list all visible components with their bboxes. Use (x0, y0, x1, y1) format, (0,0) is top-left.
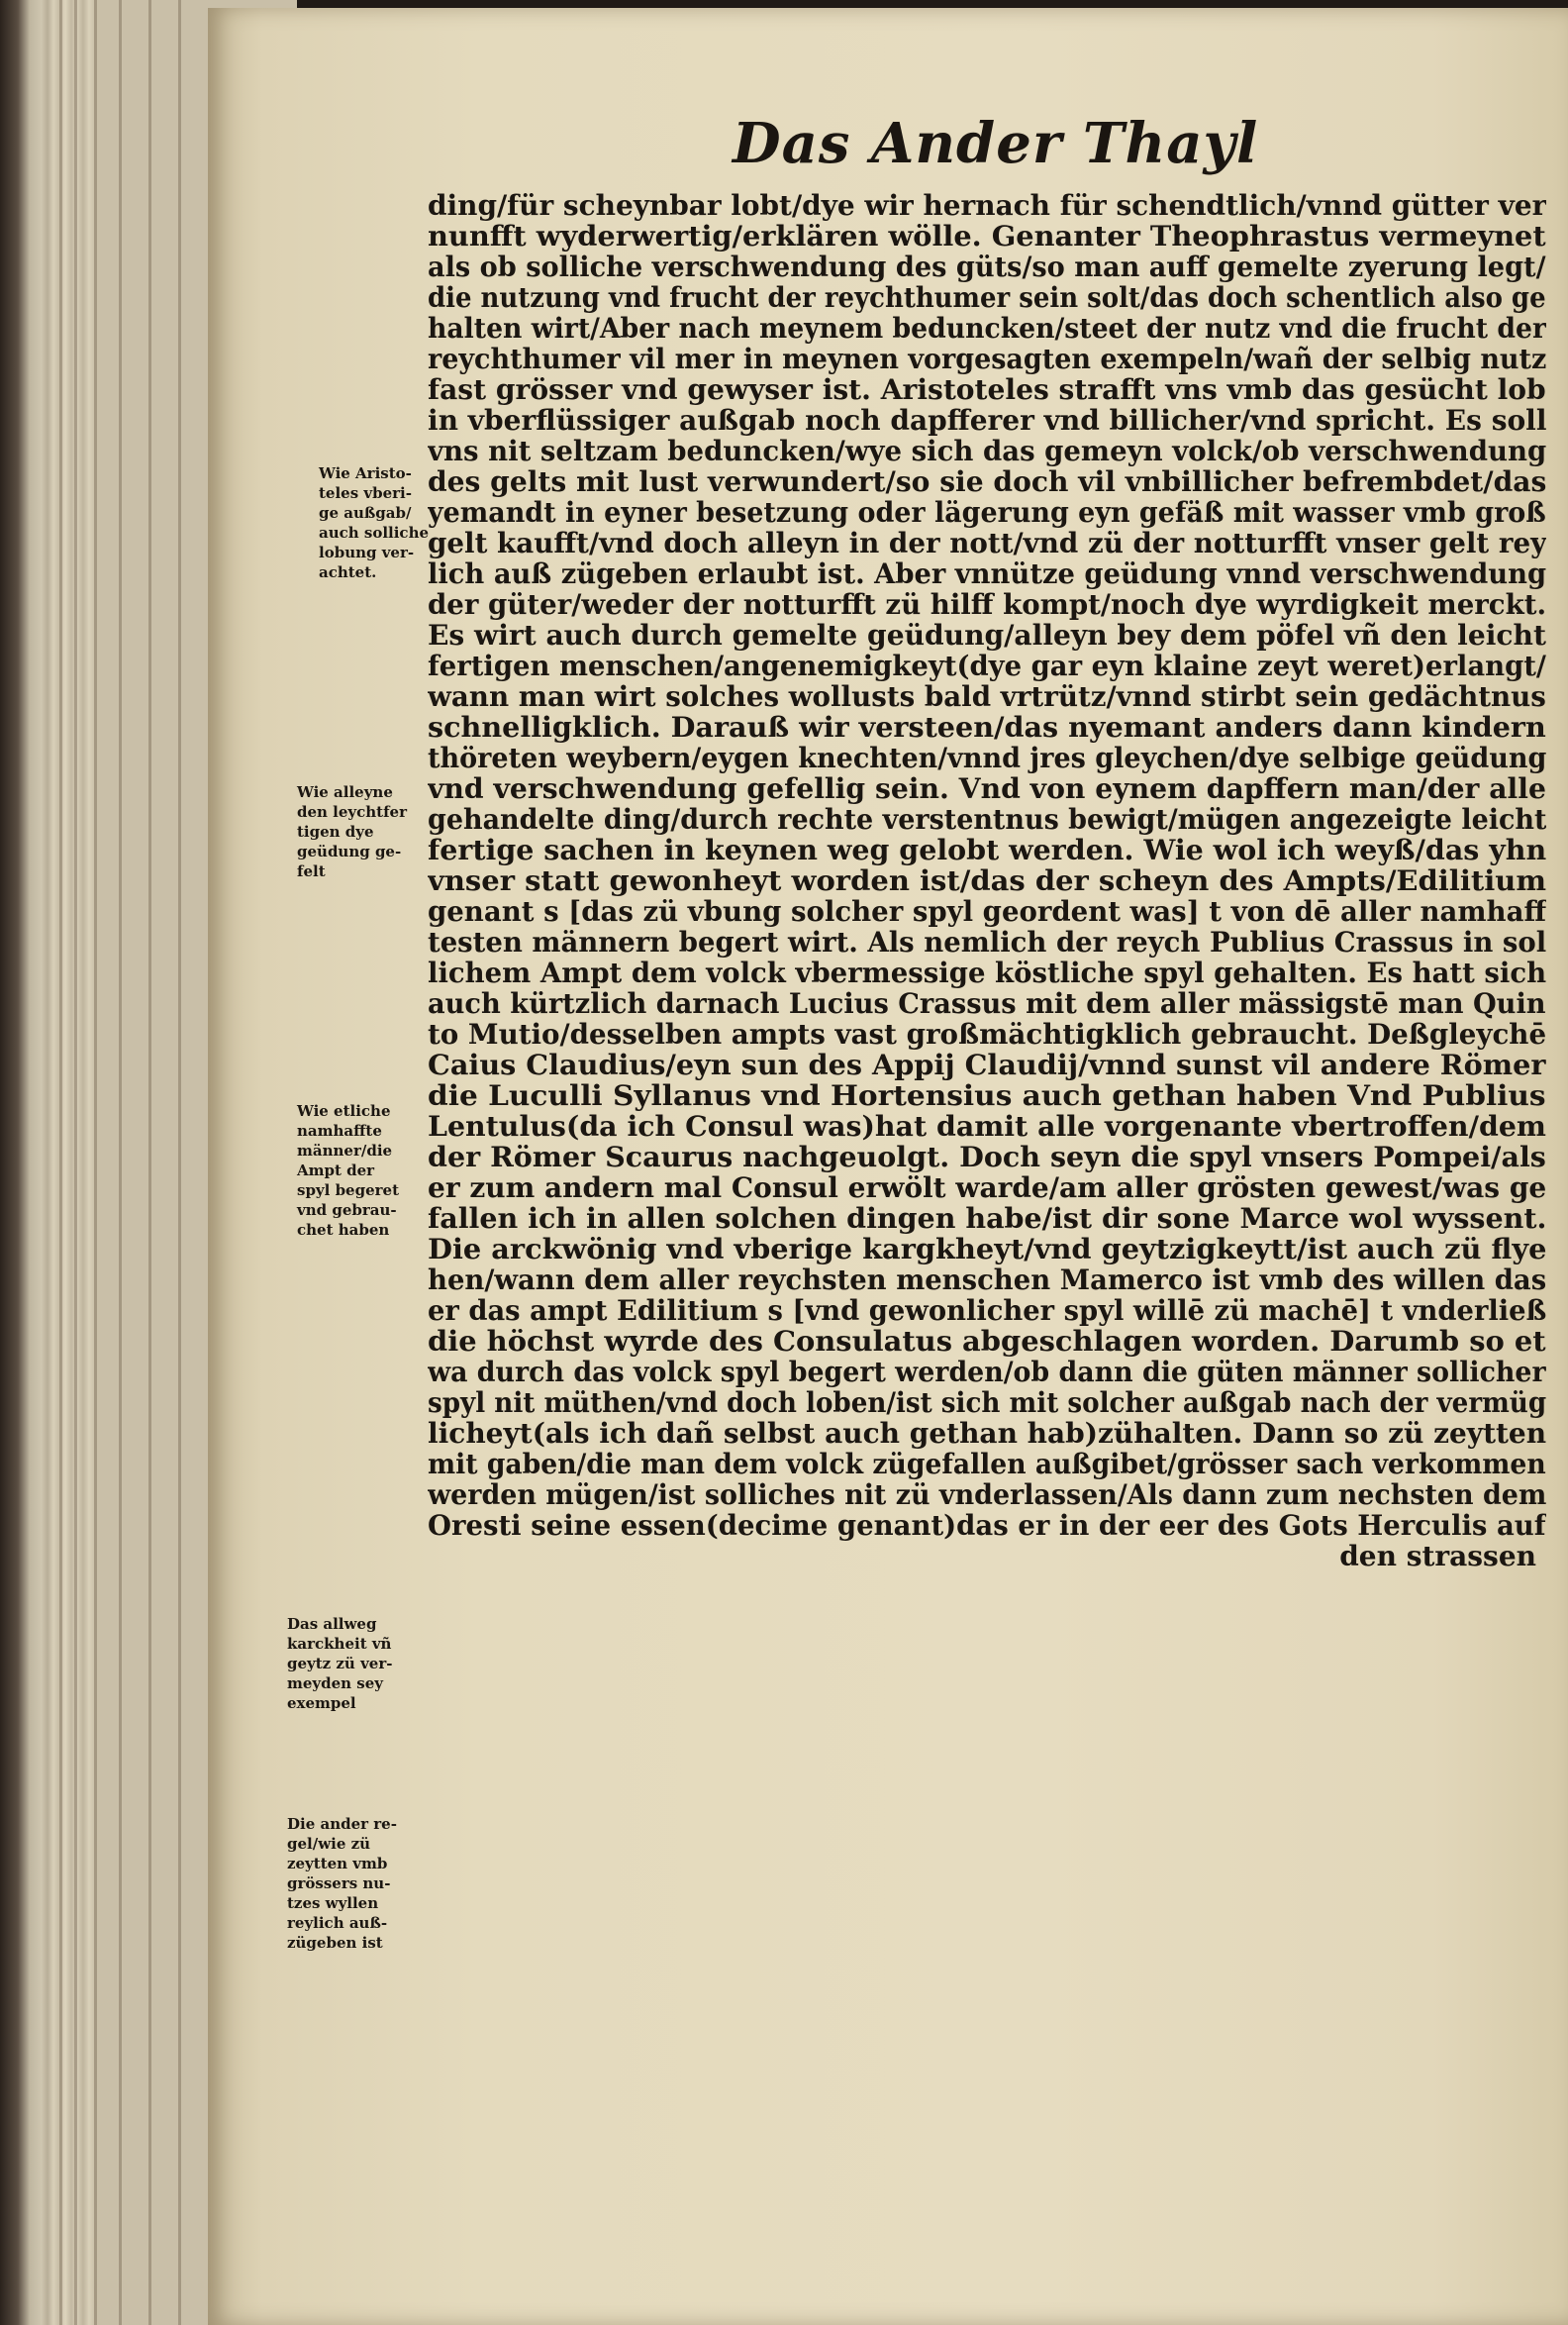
text-line: fertigen menschen/angenemigkeyt(dye gar eyn klaine zeyt weret)erlangt/ (428, 651, 1546, 681)
text-line: yemandt in eyner besetzung oder lägerung eyn gefäß mit wasser vmb groß (428, 497, 1546, 528)
margin-note-line: felt (297, 862, 326, 880)
text-line: Oresti seine essen(decime genant)das er in der eer des Gots Herculis auf (428, 1510, 1546, 1541)
margin-note-line: Die ander re- (287, 1815, 397, 1833)
text-line: die nutzung vnd frucht der reychthumer sein solt/das doch schentlich also ge (428, 282, 1546, 313)
text-line: gelt kaufft/vnd doch alleyn in der nott/vnd zü der notturfft vnser gelt rey (428, 528, 1546, 558)
text-line: fallen ich in allen solchen dingen habe/ist dir sone Marce wol wyssent. (428, 1203, 1546, 1234)
text-line: to Mutio/desselben ampts vast großmächtigklich gebraucht. Deßgleychē (428, 1019, 1546, 1050)
margin-note-line: karckheit vñ (287, 1635, 392, 1653)
margin-note-line: Wie alleyne (297, 783, 393, 801)
text-line: der Römer Scaurus nachgeuolgt. Doch seyn die spyl vnsers Pompei/als (428, 1142, 1546, 1172)
text-line: reychthumer vil mer in meynen vorgesagten exempeln/wañ der selbig nutz (428, 344, 1546, 374)
margin-note (319, 463, 467, 582)
margin-note-line: zügeben ist (287, 1934, 383, 1952)
text-line: vns nit seltzam beduncken/wye sich das gemeyn volck/ob verschwendung (428, 436, 1546, 466)
text-line: des gelts mit lust verwundert/so sie doch vil vnbillicher befrembdet/das (428, 466, 1546, 497)
margin-note-line: grössers nu- (287, 1874, 391, 1892)
text-line: genant s [das zü vbung solcher spyl geordent was] t von dē aller namhaff (428, 896, 1546, 927)
page-edge (148, 0, 151, 2325)
text-line: er das ampt Edilitium s [vnd gewonlicher spyl willē zü machē] t vnderließ (428, 1295, 1546, 1326)
running-header: Das Ander Thayl (733, 111, 1259, 176)
margin-note-line: Das allweg (287, 1615, 377, 1633)
text-line: halten wirt/Aber nach meynem beduncken/steet der nutz vnd die frucht der (428, 313, 1546, 344)
margin-note-line: tigen dye (297, 823, 374, 841)
text-line: Es wirt auch durch gemelte geüdung/alleyn bey dem pöfel vñ den leicht (428, 620, 1546, 651)
margin-note-line: chet haben (297, 1221, 390, 1239)
page-edge (59, 0, 62, 2325)
margin-note-line: geytz zü ver- (287, 1655, 393, 1672)
text-line: nunfft wyderwertig/erklären wölle. Genanter Theophrastus vermeynet (428, 221, 1546, 252)
text-line: fast grösser vnd gewyser ist. Aristoteles strafft vns vmb das gesücht lob (428, 374, 1546, 405)
text-line: licheyt(als ich dañ selbst auch gethan hab)zühalten. Dann so zü zeytten (428, 1418, 1546, 1449)
margin-note-line: achtet. (319, 563, 377, 581)
page-edge (119, 0, 122, 2325)
text-line: Die arckwönig vnd vberige kargkheyt/vnd geytzigkeytt/ist auch zü flye (428, 1234, 1546, 1264)
margin-note-line: spyl begeret (297, 1181, 400, 1199)
margin-note-line: den leychtfer (297, 803, 407, 821)
margin-note (297, 1101, 445, 1240)
margin-note-line: Wie etliche (297, 1102, 391, 1120)
text-line: auch kürtzlich darnach Lucius Crassus mit dem aller mässigstē man Quin (428, 988, 1546, 1019)
margin-note-line: ge außgab/ (319, 504, 412, 522)
margin-note-line: Ampt der (297, 1162, 375, 1179)
margin-note-line: geüdung ge- (297, 843, 402, 860)
margin-note-line: reylich auß- (287, 1914, 388, 1932)
margin-note-line: Wie Aristo- (319, 464, 412, 482)
text-line: hen/wann dem aller reychsten menschen Mamerco ist vmb des willen das (428, 1264, 1546, 1295)
text-line: ding/für scheynbar lobt/dye wir hernach für schendtlich/vnnd gütter ver (428, 190, 1546, 221)
body-text (428, 190, 1556, 1571)
text-line: vnd verschwendung gefellig sein. Vnd von eynem dapffern man/der alle (428, 773, 1546, 804)
page-edge (178, 0, 181, 2325)
text-line: Lentulus(da ich Consul was)hat damit alle vorgenante vbertroffen/dem (428, 1111, 1546, 1142)
text-line: testen männern begert wirt. Als nemlich der reych Publius Crassus in sol (428, 927, 1546, 958)
text-line: werden mügen/ist solliches nit zü vnderlassen/Als dann zum nechsten dem (428, 1479, 1546, 1510)
text-line: die Luculli Syllanus vnd Hortensius auch gethan haben Vnd Publius (428, 1080, 1546, 1111)
margin-note-line: exempel (287, 1694, 356, 1712)
text-line: in vberflüssiger außgab noch dapfferer vnd billicher/vnd spricht. Es soll (428, 405, 1546, 436)
margin-note-line: auch solliche (319, 524, 430, 542)
margin-note (287, 1814, 436, 1953)
page-edge (94, 0, 97, 2325)
margin-note-line: lobung ver- (319, 544, 415, 561)
margin-note-line: namhaffte (297, 1122, 382, 1140)
margin-note-line: tzes wyllen (287, 1894, 379, 1912)
text-line: schnelligklich. Darauß wir versteen/das nyemant anders dann kindern (428, 712, 1546, 743)
text-line: mit gaben/die man dem volck zügefallen außgibet/grösser sach verkommen (428, 1449, 1546, 1479)
text-line: lichem Ampt dem volck vbermessige köstliche spyl gehalten. Es hatt sich (428, 958, 1546, 988)
text-line: die höchst wyrde des Consulatus abgeschlagen worden. Darumb so et (428, 1326, 1546, 1357)
margin-note-line: teles vberi- (319, 484, 412, 502)
text-line: vnser statt gewonheyt worden ist/das der scheyn des Ampts/Edilitium (428, 865, 1546, 896)
margin-note (287, 1614, 436, 1713)
text-line: wa durch das volck spyl begert werden/ob dann die güten männer sollicher (428, 1357, 1546, 1387)
margin-note-line: vnd gebrau- (297, 1201, 397, 1219)
text-line: thöreten weybern/eygen knechten/vnnd jres gleychen/dye selbige geüdung (428, 743, 1546, 773)
page-edge (74, 0, 77, 2325)
text-line: der güter/weder der notturfft zü hilff kompt/noch dye wyrdigkeit merckt. (428, 589, 1546, 620)
text-line: den strassen (1339, 1541, 1536, 1571)
text-line: er zum andern mal Consul erwölt warde/am aller grösten gewest/was ge (428, 1172, 1546, 1203)
text-line: lich auß zügeben erlaubt ist. Aber vnnütze geüdung vnnd verschwendung (428, 558, 1546, 589)
text-line: spyl nit müthen/vnd doch loben/ist sich mit solcher außgab nach der vermüg (428, 1387, 1546, 1418)
text-line: Caius Claudius/eyn sun des Appij Claudij/vnnd sunst vil andere Römer (428, 1050, 1546, 1080)
text-line: wann man wirt solches wollusts bald vrtrütz/vnnd stirbt sein gedächtnus (428, 681, 1546, 712)
margin-note (297, 782, 445, 881)
margin-note-line: zeytten vmb (287, 1855, 388, 1872)
margin-note-line: männer/die (297, 1142, 393, 1160)
text-line: als ob solliche verschwendung des güts/so man auff gemelte zyerung legt/ (428, 252, 1546, 282)
margin-note-line: meyden sey (287, 1674, 383, 1692)
margin-note-line: gel/wie zü (287, 1835, 371, 1853)
text-line: fertige sachen in keynen weg gelobt werden. Wie wol ich weyß/das yhn (428, 835, 1546, 865)
text-line: gehandelte ding/durch rechte verstentnus bewigt/mügen angezeigte leicht (428, 804, 1546, 835)
